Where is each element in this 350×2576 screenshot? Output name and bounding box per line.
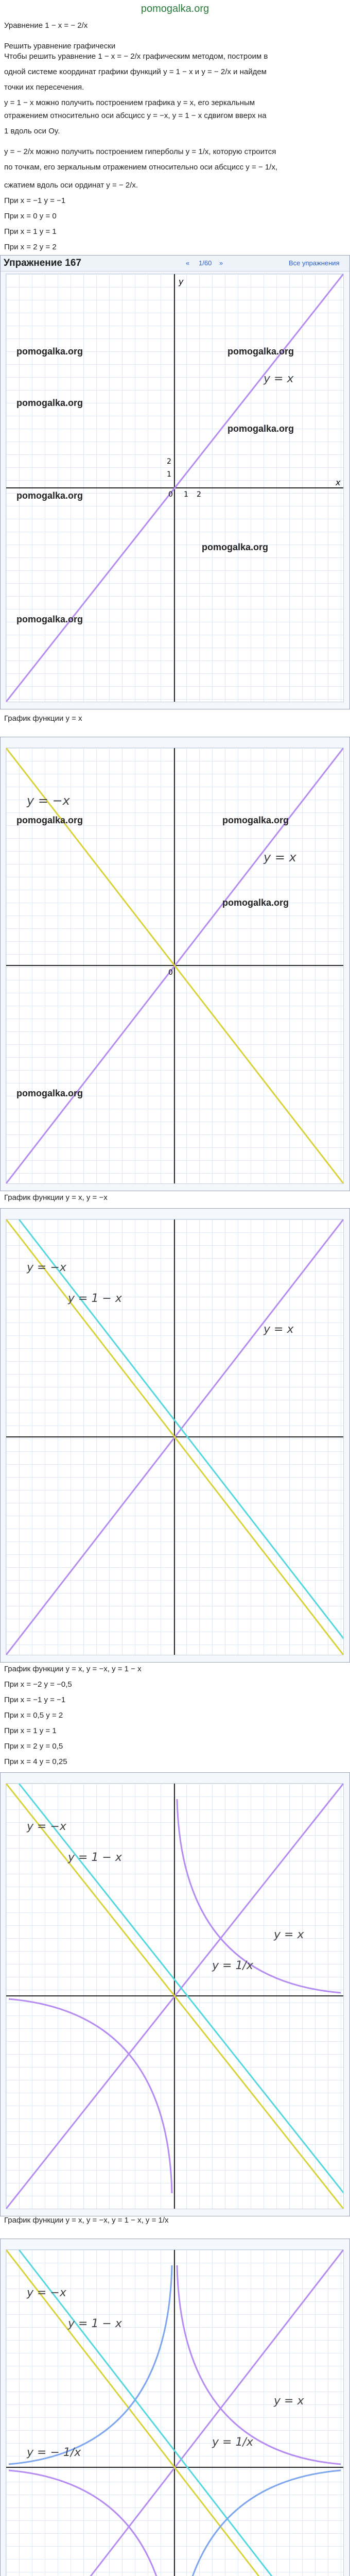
intro-line-8: 1 вдоль оси Oy. <box>4 127 60 135</box>
intro-line-5: точки их пересечения. <box>4 83 84 92</box>
watermark: pomogalka.org <box>16 490 83 501</box>
graph-panel-3 <box>0 1208 350 1663</box>
point-line: При x = −2 y = −0,5 <box>4 1680 72 1689</box>
series-label: y = 1 − x <box>68 1292 122 1305</box>
all-exercises-link[interactable]: Все упражнения <box>289 259 340 267</box>
axis-label: x <box>336 478 341 487</box>
graph-caption-1: График функции y = x <box>4 714 82 723</box>
watermark: pomogalka.org <box>16 346 83 357</box>
graph-area-1 <box>6 274 344 702</box>
series-label: y = − 1/x <box>27 2446 81 2459</box>
series-label: y = 1/x <box>212 2436 253 2449</box>
series-label: y = −x <box>27 2286 66 2299</box>
graph-area-5 <box>6 2249 344 2576</box>
point-line: При x = −1 y = −1 <box>4 196 66 205</box>
tick-label: 1 <box>184 490 188 499</box>
point-line: При x = 0,5 y = 2 <box>4 1711 63 1720</box>
intro-line-11: сжатием вдоль оси ординат y = − 2/x. <box>4 181 138 190</box>
intro-line-1: Уравнение 1 − x = − 2/x <box>4 21 88 30</box>
watermark: pomogalka.org <box>16 815 83 825</box>
intro-line-6: y = 1 − x можно получить построением графика y = x, его зеркальным <box>4 98 255 107</box>
origin-label: 0 <box>168 490 173 499</box>
series-label: y = x <box>264 850 296 865</box>
prev-button[interactable]: « <box>186 259 190 267</box>
series-line <box>19 2250 343 2576</box>
next-button[interactable]: » <box>219 259 223 267</box>
watermark: pomogalka.org <box>202 542 269 552</box>
page-number: 1/60 <box>199 259 212 267</box>
series-label: y = x <box>264 372 294 385</box>
hyperbola-branch <box>177 1799 341 1993</box>
watermark: pomogalka.org <box>16 398 83 408</box>
series-label: y = x <box>274 2395 304 2408</box>
series-label: y = 1 − x <box>68 2317 122 2330</box>
graph-svg-5 <box>6 2250 343 2576</box>
tick-label: 1 <box>167 470 171 479</box>
hyperbola-branch <box>9 1999 172 2193</box>
hyperbola-branch <box>177 2265 341 2464</box>
intro-line-9: y = − 2/x можно получить построением гиперболы y = 1/x, которую строится <box>4 147 276 156</box>
graph-svg-3 <box>6 1219 343 1655</box>
tick-label: 2 <box>167 457 171 466</box>
watermark: pomogalka.org <box>222 815 289 825</box>
point-line: При x = 1 y = 1 <box>4 1726 57 1735</box>
intro-line-10: по точкам, его зеркальным отражением относительно оси абсцисс y = − 1/x, <box>4 163 277 172</box>
point-line: При x = −1 y = −1 <box>4 1696 66 1704</box>
series-label: y = −x <box>27 1820 66 1833</box>
point-line: При x = 4 y = 0,25 <box>4 1757 67 1766</box>
series-label: y = x <box>274 1928 304 1941</box>
intro-line-7: отражением относительно оси абсцисс y = −x, y = 1 − x сдвигом вверх на <box>4 111 267 120</box>
graph-panel-1 <box>0 255 350 709</box>
watermark: pomogalka.org <box>16 614 83 624</box>
graph-panel-4 <box>0 1772 350 2216</box>
graph-caption-2: График функции y = x, y = −x <box>4 1193 108 1202</box>
axis-label: y <box>179 277 184 286</box>
series-label: y = −x <box>27 793 70 808</box>
intro-line-4: одной системе координат графики функций y = 1 − x и y = − 2/x и найдем <box>4 67 267 76</box>
hyperbola-branch <box>9 2470 172 2576</box>
point-line: При x = 2 y = 2 <box>4 243 57 251</box>
graph-area-3 <box>6 1219 344 1655</box>
point-line: При x = 2 y = 0,5 <box>4 1742 63 1751</box>
series-label: y = x <box>264 1323 294 1336</box>
watermark: pomogalka.org <box>227 346 294 357</box>
tick-label: 2 <box>197 490 201 499</box>
watermark: pomogalka.org <box>16 1088 83 1098</box>
graph-panel-2 <box>0 737 350 1191</box>
graph-panel-5 <box>0 2239 350 2576</box>
site-title[interactable]: pomogalka.org <box>141 3 209 14</box>
point-line: При x = 1 y = 1 <box>4 227 57 236</box>
series-label: y = 1/x <box>212 1959 253 1972</box>
intro-line-3: Чтобы решить уравнение 1 − x = − 2/x графическим методом, построим в <box>4 52 268 61</box>
toolbar <box>1 256 349 272</box>
series-label: y = −x <box>27 1261 66 1274</box>
watermark: pomogalka.org <box>222 897 289 908</box>
origin-label: 0 <box>168 969 173 977</box>
intro-line-2: Решить уравнение графически <box>4 42 116 50</box>
graph-area-2 <box>6 748 344 1184</box>
graph-svg-1 <box>6 274 343 702</box>
graph-svg-4 <box>6 1784 343 2209</box>
watermark: pomogalka.org <box>227 423 294 434</box>
graph-area-4 <box>6 1783 344 2209</box>
point-line: При x = 0 y = 0 <box>4 212 57 221</box>
series-label: y = 1 − x <box>68 1851 122 1864</box>
exercise-title: Упражнение 167 <box>4 258 81 268</box>
graph-caption-3: График функции y = x, y = −x, y = 1 − x <box>4 1665 142 1673</box>
graph-svg-2 <box>6 748 343 1183</box>
graph-caption-4: График функции y = x, y = −x, y = 1 − x, y = 1/x <box>4 2216 169 2225</box>
